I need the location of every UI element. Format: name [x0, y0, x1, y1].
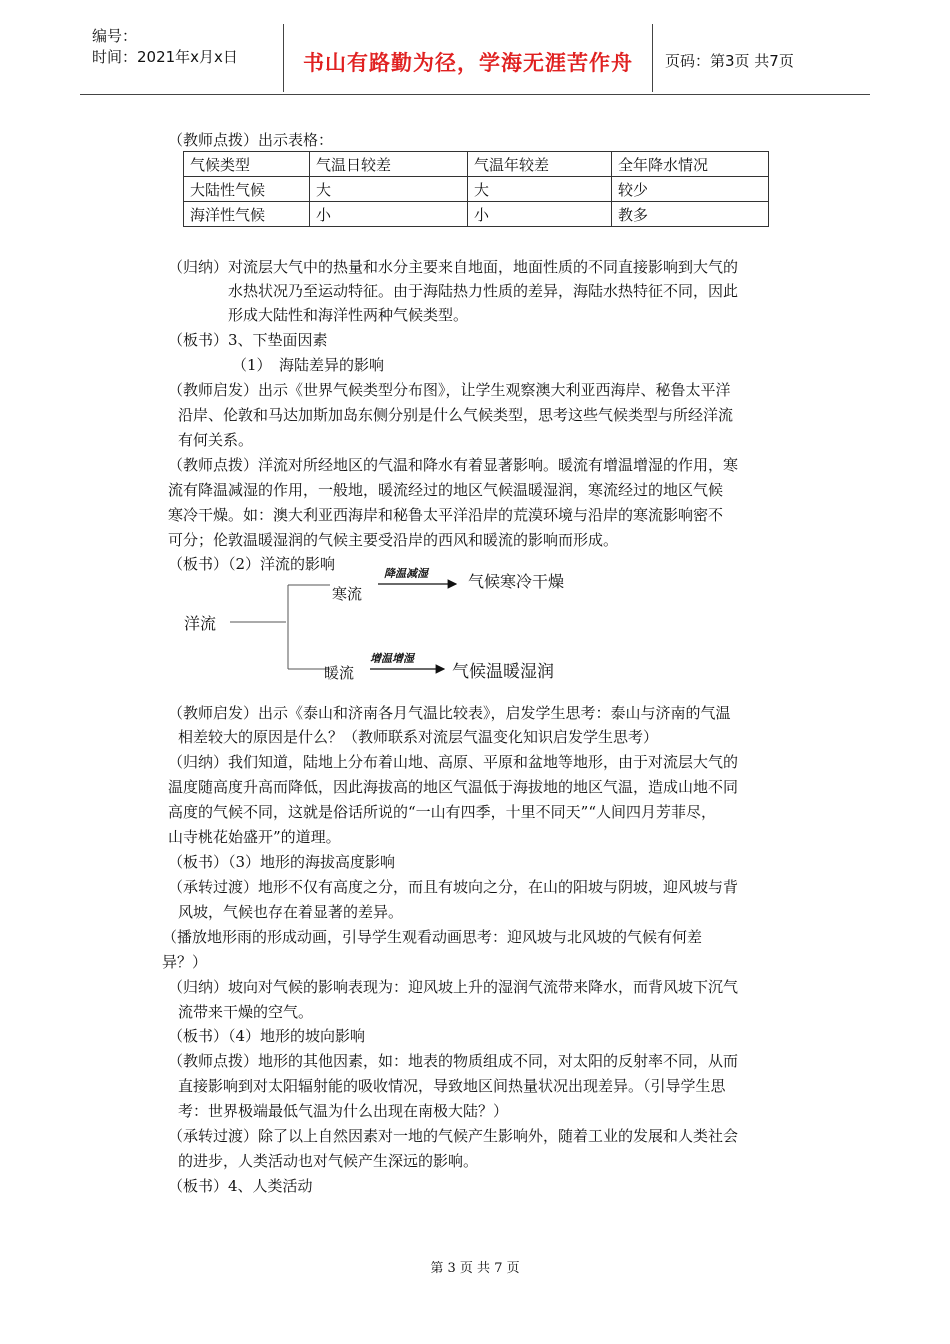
body-line: 直接影响到对太阳辐射能的吸收情况，导致地区间热量状况出现差异。（引导学生思	[178, 1077, 726, 1095]
table-header-cell: 气候类型	[184, 152, 310, 177]
body-line: 沿岸、伦敦和马达加斯加岛东侧分别是什么气候类型，思考这些气候类型与所经洋流	[178, 406, 734, 424]
diagram-cold-effect: 降温减湿	[384, 567, 428, 580]
diagram-cold-result: 气候寒冷干燥	[468, 572, 565, 591]
body-line: 有何关系。	[178, 431, 254, 449]
body-line: 寒冷干燥。如：澳大利亚西海岸和秘鲁太平洋沿岸的荒漠环境与沿岸的寒流影响密不	[168, 506, 724, 524]
body-line: 考：世界极端最低气温为什么出现在南极大陆？）	[178, 1102, 509, 1120]
table-header-cell: 气温日较差	[310, 152, 468, 177]
diagram-warm-current: 暖流	[324, 664, 355, 682]
page-footer: 第 3 页 共 7 页	[430, 1261, 520, 1276]
body-line: 高度的气候不同，这就是俗话所说的“一山有四季，十里不同天”“人间四月芳菲尽，	[168, 803, 717, 821]
table-cell: 小	[310, 202, 468, 227]
climate-table	[183, 151, 769, 227]
table-row	[184, 202, 769, 227]
page-header	[80, 14, 870, 95]
table-cell: 较少	[612, 177, 769, 202]
body-line: （板书）3、下垫面因素	[168, 331, 328, 349]
header-divider	[283, 24, 284, 92]
table-cell: 小	[468, 202, 612, 227]
table-cell: 教多	[612, 202, 769, 227]
body-line: （教师点拨）洋流对所经地区的气温和降水有着显著影响。暖流有增温增湿的作用，寒	[168, 456, 739, 474]
body-line: 山寺桃花始盛开”的道理。	[168, 828, 341, 846]
body-line: （播放地形雨的形成动画，引导学生观看动画思考：迎风坡与北风坡的气候有何差	[162, 928, 703, 946]
body-line: （板书）4、人类活动	[168, 1177, 313, 1195]
header-meta	[92, 26, 238, 68]
diagram-root: 洋流	[184, 614, 217, 633]
table-intro: （教师点拨）出示表格：	[168, 131, 334, 149]
table-header-row	[184, 152, 769, 177]
body-line: 流带来干燥的空气。	[178, 1003, 314, 1021]
body-line: 异？）	[162, 953, 208, 971]
table-cell: 海洋性气候	[184, 202, 310, 227]
body-line: （教师启发）出示《世界气候类型分布图》，让学生观察澳大利亚西海岸、秘鲁太平洋	[168, 381, 731, 399]
body-line: 风坡，气候也存在着显著的差异。	[178, 903, 404, 921]
body-line: （板书）（4）地形的坡向影响	[168, 1027, 366, 1045]
table-row	[184, 177, 769, 202]
body-line: （承转过渡）除了以上自然因素对一地的气候产生影响外，随着工业的发展和人类社会	[168, 1127, 739, 1145]
body-line: 相差较大的原因是什么？（教师联系对流层气温变化知识启发学生思考）	[178, 728, 659, 746]
body-line: 流有降温减湿的作用，一般地，暖流经过的地区气候温暖湿润，寒流经过的地区气候	[168, 481, 724, 499]
diagram-warm-result: 气候温暖湿润	[452, 662, 554, 682]
header-motto: 书山有路勤为径，学海无涯苦作舟	[303, 51, 633, 75]
body-line: （承转过渡）地形不仅有高度之分，而且有坡向之分，在山的阳坡与阴坡，迎风坡与背	[168, 878, 739, 896]
body-line: 形成大陆性和海洋性两种气候类型。	[228, 306, 469, 324]
body-line: （归纳）我们知道，陆地上分布着山地、高原、平原和盆地等地形，由于对流层大气的	[168, 753, 739, 771]
body-line: （教师点拨）地形的其他因素，如：地表的物质组成不同，对太阳的反射率不同，从而	[168, 1052, 739, 1070]
ocean-current-diagram	[160, 565, 660, 690]
diagram-cold-current: 寒流	[332, 585, 363, 603]
body-line: （板书）（2）洋流的影响	[168, 555, 336, 573]
header-divider	[652, 24, 653, 92]
body-line: 温度随高度升高而降低，因此海拔高的地区气温低于海拔地的地区气温，造成山地不同	[168, 778, 739, 796]
table-cell: 大	[310, 177, 468, 202]
table-header-cell: 全年降水情况	[612, 152, 769, 177]
diagram-warm-effect: 增温增湿	[370, 652, 414, 665]
body-line: 的进步，人类活动也对气候产生深远的影响。	[178, 1152, 479, 1170]
body-line: （归纳）坡向对气候的影响表现为：迎风坡上升的湿润气流带来降水，而背风坡下沉气	[168, 978, 739, 996]
header-page-info: 页码：第3页 共7页	[665, 52, 794, 70]
body-line: （1） 海陆差异的影响	[232, 356, 385, 374]
table-cell: 大陆性气候	[184, 177, 310, 202]
table-header-cell: 气温年较差	[468, 152, 612, 177]
time-label: 时间：2021年x月x日	[92, 48, 238, 66]
body-line: 可分；伦敦温暖湿润的气候主要受沿岸的西风和暖流的影响而形成。	[168, 531, 619, 549]
diagram-lines	[160, 565, 660, 690]
body-line: （归纳）对流层大气中的热量和水分主要来自地面，地面性质的不同直接影响到大气的	[168, 258, 739, 276]
number-label: 编号：	[92, 27, 138, 45]
body-line: （板书）（3）地形的海拔高度影响	[168, 853, 396, 871]
body-line: 水热状况乃至运动特征。由于海陆热力性质的差异，海陆水热特征不同，因此	[228, 282, 739, 300]
body-line: （教师启发）出示《泰山和济南各月气温比较表》，启发学生思考：泰山与济南的气温	[168, 704, 731, 722]
table-cell: 大	[468, 177, 612, 202]
